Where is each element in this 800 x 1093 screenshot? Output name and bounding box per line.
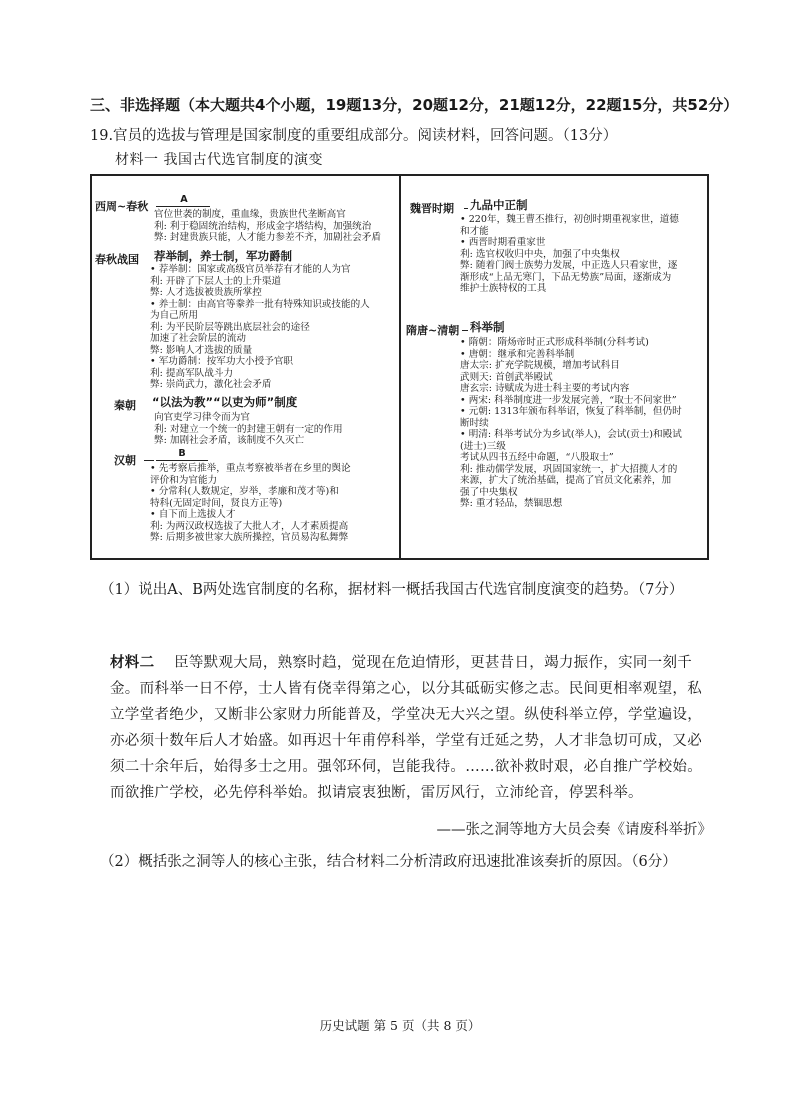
chunqiu-title: 荐举制，养士制，军功爵制 xyxy=(154,249,292,263)
material-2-source: ——张之洞等地方大员会奏《请废科举折》 xyxy=(436,822,712,838)
material-2-text: 臣等默观大局，熟察时趋，觉现在危迫情形，更甚昔日，竭力振作，实同一刻千金。而科举一日不停，士人皆有侥幸得第之心，以分其砥砺实修之志。民间更相率观望，私立学堂者绝少，又断非公家财力所能普及，学堂决无大兴之望。纵使科举立停，学堂遍设，亦必须十数年后人才始盛。如再迟十年甫停科举，学堂有迁延之势，人才非急切可成，又必须二十余年后，始得多士之用。强邻环伺，岂能我待。……欲补救时艰，必自推广学校始。而欲推广学校，必先停科举始。拟请宸衷独断，雷厉风行，立沛纶音，停罢科举。 xyxy=(110,655,702,801)
sub-question-2: （2）概括张之洞等人的核心主张，结合材料二分析清政府迅速批准该奏折的原因。（6分） xyxy=(100,854,677,870)
sui-title: 科举制 xyxy=(470,320,505,334)
chunqiu-lines: • 荐举制：国家或高级官员举荐有才能的人为官 利: 开辟了下层人士的上升渠道 弊: 人才选拔被贵族所掌控 • 养士制：由高官等豢养一批有特殊知识或技能的人 为自己所用 利: 为平民阶层等跳出底层社会的途径 加速了社会阶层的流动 弊: 影响人才选拔的质量 • 军功爵制：按军功大小授予官职 利: 提高军队战斗力 弊: 崇尚武力，激化社会矛盾 xyxy=(150,264,370,390)
era-qin: 秦朝 xyxy=(114,399,136,412)
material-2 xyxy=(110,650,715,806)
sui-lines: • 隋朝：隋炀帝时正式形成科举制(分科考试) • 唐朝：继承和完善科举制 唐太宗: 扩充学院规模，增加考试科目 武则天: 首创武举殿试 唐玄宗: 诗赋成为进士科主要的考试内容 • 两宋: 科举制度进一步发展完善，“取士不问家世” • 元朝: 1313年颁布科举诏，恢复了科举制，但仍时 断时续 • 明清: 科举考试分为乡试(举人)，会试(贡士)和殿试 (进士)三级 考试从四书五经中命题，“八股取士” 利: 推动儒学发展，巩固国家统一，扩大招揽人才的 来源，扩大了统治基础，提高了官员文化素养，加 强了中央集权 弊: 重才轻品，禁锢思想 xyxy=(460,337,682,509)
era-han: 汉朝 xyxy=(114,454,136,467)
han-lines: • 先考察后推举，重点考察被举者在乡里的舆论 评价和为官能力 • 分常科(人数规定，岁举，孝廉和茂才等)和 特科(无固定时间，贤良方正等) • 自下而上选拔人才 利: 为两汉政权选拔了大批人才，人才素质提高 弊: 后期多被世家大族所操控，官员易沟私舞弊 xyxy=(150,463,351,543)
wei-lines: • 220年，魏王曹丕推行，初创时期重视家世，道德 和才能 • 西晋时期看重家世 利: 选官权收归中央，加强了中央集权 弊: 随着门阀士族势力发展，中正选人只看家世，逐 渐形成“上品无寒门，下品无势族”局面，逐渐成为 维护士族特权的工具 xyxy=(460,214,679,294)
column-divider xyxy=(399,176,401,558)
question-19: 19.官员的选拔与管理是国家制度的重要组成部分。阅读材料，回答问题。（13分） xyxy=(90,128,618,144)
qin-lines: 向官吏学习律令而为官 利: 对建立一个统一的封建王朝有一定的作用 弊: 加剧社会矛盾，该制度不久灭亡 xyxy=(154,412,343,446)
qin-title: “以法为教”“以吏为师”制度 xyxy=(152,395,298,409)
era-zhou: 西周~春秋 xyxy=(95,200,149,213)
blank-a: A xyxy=(158,194,210,207)
era-weijin: 魏晋时期 xyxy=(410,202,454,215)
era-chunqiu: 春秋战国 xyxy=(95,253,139,266)
material-2-label: 材料二 xyxy=(110,655,155,671)
sub-question-1: （1）说出A、B两处选官制度的名称，据材料一概括我国古代选官制度演变的趋势。（7分） xyxy=(100,582,684,598)
material-1-title: 材料一 我国古代选官制度的演变 xyxy=(115,152,323,168)
page-footer: 历史试题 第 5 页（共 8 页） xyxy=(319,1018,481,1033)
evolution-table xyxy=(90,174,709,560)
zhou-lines: 官位世袭的制度，重血缘，贵族世代垄断高官 利: 利于稳固统治结构，形成金字塔结构，加强统治 弊: 封建贵族只能，人才能力参差不齐，加剧社会矛盾 xyxy=(154,209,381,243)
era-suitang: 隋唐~清朝 xyxy=(406,324,460,337)
section-heading: 三、非选择题（本大题共4个小题，19题13分，20题12分，21题12分，22题15分，共52分） xyxy=(90,96,739,114)
blank-b: B xyxy=(156,448,208,461)
wei-title: 九品中正制 xyxy=(470,198,528,212)
